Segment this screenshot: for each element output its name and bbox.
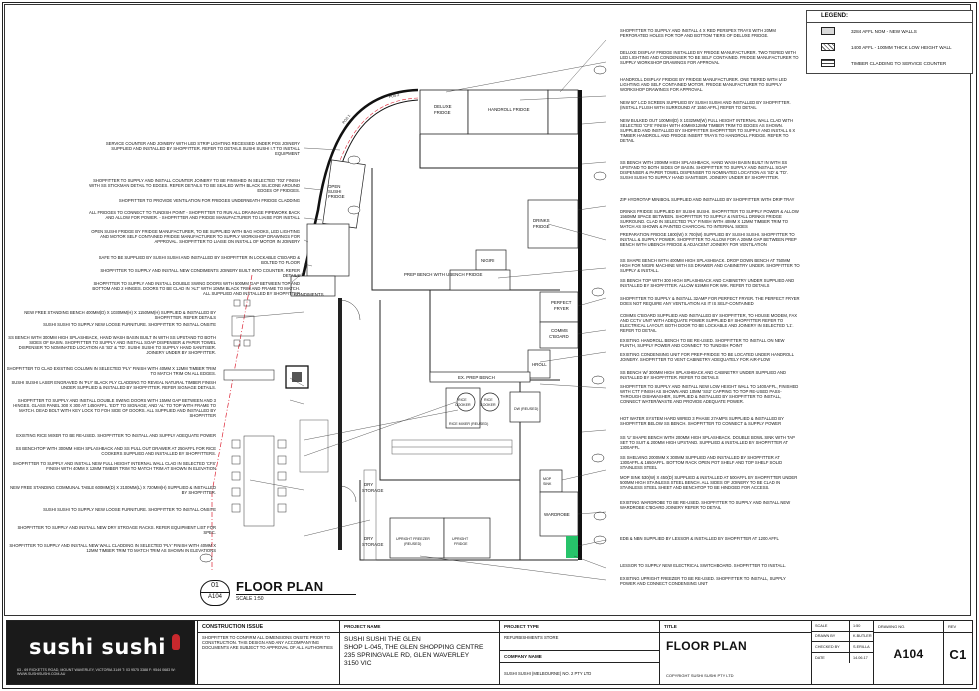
note-u-bench: SS 'U' SHAPE BENCH WITH 200MM HIGH SPLASHBACK. DOUBLE BOWL SINK WITH TAP SET TO SUIT & 200MM HIGH UPSTAND. SUPPLIED & INSTALLED BY SHOPFITTER AT 1300AFFL (620, 435, 795, 451)
issue-text: SHOPFITTER TO CONFIRM ALL DIMENSIONS ONSITE PRIOR TO CONSTRUCTION. THIS DESIGN AND ANY ACCOMPANYING DOCUMENTS ARE SUBJECT TO APPROVAL OF ALL AUTHORITIES (202, 635, 333, 650)
note-ventilation: SHOPFITTER TO PROVIDE VENTILATION FOR FRIDGES UNDERNEATH FRIDGE CLADDING (118, 198, 300, 203)
callout-tag (594, 172, 606, 180)
issue-header: CONSTRUCTION ISSUE (198, 621, 339, 633)
brand-drop-icon (172, 634, 180, 650)
room-hroll: HROLL (532, 362, 547, 367)
date-label: DATE (812, 653, 850, 664)
room-dry-4: STORAGE (362, 542, 384, 547)
project-name-header: PROJECT NAME (340, 621, 499, 633)
title-header: TITLE (660, 621, 811, 633)
room-perfect-2: FRYER (554, 306, 569, 311)
callout-tag (592, 376, 604, 384)
meta-row (812, 621, 873, 632)
note-loose-furniture-2: SUSHI SUSHI TO SUPPLY NEW LOOSE FURNITURE. SHOPFITTER TO INSTALL ONSITE (43, 507, 216, 512)
note-communal-table: NEW FREE STANDING COMMUNAL TABLE 600MM(D) X 2100MM(L) X 720MM(H) SUPPLIED & INSTALLED BY SHOPFITTER. (10, 485, 216, 496)
note-counter-joinery: SHOPFITTER TO SUPPLY AND INSTALL COUNTER JOINERY TO BE FINISHED IN SELECTED 'T02' FINISH WITH SS STICKMAN DETAIL TO EDGES. REFER DETAILS TO BE SEALED WITH BLACK SILICONE AROUND EDGES OF FRIDGES. (89, 178, 300, 194)
right-wall (578, 90, 582, 560)
room-nigiri: NIGIRI (481, 258, 495, 263)
communal-table (232, 436, 286, 526)
rev-cell (943, 621, 972, 684)
drawing-sheet-ref: A104 (207, 594, 222, 600)
note-rice-mixer: EXISTING RICE MIXER TO BE RE-USED. SHOPFITTER TO INSTALL AND SUPPLY ADEQUATE POWER (16, 433, 216, 438)
room-open-sushi-3: FRIDGE (328, 194, 345, 199)
room-freezer-1: UPRIGHT FREEZER (396, 537, 430, 541)
drawing-no-label: DRAWING NO. (874, 621, 943, 633)
scale-label: SCALE (812, 621, 850, 631)
room-dry-2: STORAGE (362, 488, 384, 493)
room-dry-1: DRY (364, 482, 374, 487)
sheet-title: FLOOR PLAN (666, 639, 747, 653)
edb-nbn-marker (566, 536, 578, 558)
company-address: 63 - 69 RICKETTS ROAD, MOUNT WAVERLEY, VICTORIA 3149 T: 03 9575 3388 F: 9544 0683 W: WWW.SUSHISUSHI.COM.AU (17, 668, 176, 676)
room-mop-1: MOP (543, 477, 552, 481)
rice-cooker-2-shape (481, 393, 499, 411)
note-service-counter: SERVICE COUNTER AND JOINERY WITH LED STRIP LIGHTING RECESSED UNDER POS JOINERY SUPPLIED AND INSTALLED BY SHOPFITTER. REFER TO DETAILS SUSHI SUSHI I.T TO INSTALL EQUIPMENT (105, 141, 300, 157)
legend-label: 3284 AFFL NOM - NEW WALLS (851, 28, 917, 34)
drawing-title-text: FLOOR PLAN (236, 579, 356, 595)
room-upfridge-1: UPRIGHT (452, 537, 469, 541)
note-nigiri: SS SHAPE BENCH WITH 400MM HIGH SPLASHBACK. DROP DOWN BENCH AT 750MM HIGH FOR NIGIRI MACHINE WITH SS DRAWER AND CABINETRY UNDER. SHOPFITTER TO SUPPLY & INSTALL. (620, 258, 800, 274)
note-switchboard: LESSOR TO SUPPLY NEW ELECTRICAL SWITCHBOARD. SHOPFITTER TO INSTALL. (620, 563, 787, 568)
callout-tag (200, 554, 212, 562)
drawing-no: A104 (893, 647, 924, 661)
room-rice-mixer: RICE MIXER (REUSED) (449, 422, 489, 426)
room-deluxe-1: DELUXE (434, 104, 452, 109)
feature-bench (224, 370, 274, 380)
project-type-header: PROJECT TYPE (500, 621, 659, 633)
company-logo (7, 621, 195, 684)
note-column: SHOPFITTER TO CLAD EXISTING COLUMN IN SELECTED 'PLY' FINISH WITH 40MM X 12MM TIMBER TRIM TO MATCH TRIM ON ALL EDGES. (6, 366, 216, 377)
legend-title: LEGEND: (807, 11, 972, 23)
partition-a (420, 134, 578, 168)
date-value: 14.06.17 (853, 655, 868, 660)
room-rice-cooker-1a: RICE (458, 398, 467, 402)
upright-fridge-shape (300, 420, 328, 472)
note-condiments: SHOPFITTER TO SUPPLY AND INSTALL NEW CONDIMENTS JOINERY BUILT INTO COUNTER. REFER DETAILS (100, 268, 300, 279)
drawing-scale: SCALE 1:50 (236, 596, 264, 602)
handroll-end-shape (548, 90, 578, 134)
room-open-sushi-1: OPEN (328, 184, 341, 189)
note-handroll-bench: EXISTING HANDROLL BENCH TO BE RE-USED. SHOPFITTER TO INSTALL ON NEW PLINTH, SUPPLY POWER AND CONNECT TO TUNDISH POINT (620, 338, 785, 349)
brand-logo-text: sushi sushi (29, 635, 167, 659)
note-ss-bench: SS BENCH WITH 300MM HIGH SPLASHBACK, HAND WASH BASIN BUILT IN WITH SS UPSTAND TO BOTH SIDES OF BASIN. SHOPFITTER TO SUPPLY AND INSTALL SOAP DISPENSER & PAPER TOWEL DISPENSER TO NOMINATED LOCATION AS 'SD' & 'TD'. SUSHI SUSHI TO SUPPLY HAND SANITISER. JOINERY UNDER BY SHOPFITTER. (8, 335, 216, 356)
room-drinks-2: FRIDGE (533, 224, 550, 229)
note-swing-doors-1: SHOPFITTER TO SUPPLY AND INSTALL DOUBLE SWING DOORS WITH 500MM GAP BETWEEN TOP AND BOTTOM AND 2 HINGES. DOORS TO BE CLAD IN 'ALT' WITH 10MM BLACK TRIM AND FRAME TO MATCH. ALL SUPPLIED AND INSTALLED BY SHOPFITTER (92, 281, 300, 297)
note-wall-cladding: SHOPFITTER TO SUPPLY AND INSTALL NEW WALL CLADDING IN SELECTED 'PLY' FINISH WITH 40MM X 12MM TIMBER TRIM TO MATCH TRIM AS SHOWN IN ELEVATIONS (9, 543, 216, 554)
drawing-no-cell (873, 621, 943, 684)
note-perspex: SHOPFITTER TO SUPPLY AND INSTALL 4 X RED PERSPEX TRAYS WITH 20MM PERFORATED HOLES FOR TOP AND BOTTOM TIERS OF DELUXE FRIDGE. (620, 28, 776, 39)
drawing-ref-bubble (200, 580, 230, 606)
room-wardrobe: WARDROBE (544, 512, 570, 517)
legend-label: TIMBER CLADDING TO SERVICE COUNTER (851, 60, 947, 66)
note-comms: COMMS C'BOARD SUPPLIED AND INSTALLED BY SHOPFITTER, TO HOUSE MODEM, FAX AND CCTV UNIT WITH ADEQUATE POWER SUPPLIED BY SHOPFITTER REFER TO ELECTRICAL LAYOUT. BOTH DOOR TO BE LOCKABLE AND JOINERY IN SELECTED 'L1'. REFER TO DETAIL (620, 313, 798, 334)
room-rice-cooker-2b: COOKER (480, 403, 496, 407)
drawn-label: DRAWN BY (812, 632, 850, 642)
room-drinks-1: DRINKS (533, 218, 550, 223)
handroll-fridge-shape (468, 90, 548, 134)
project-line: SUSHI SUSHI THE GLEN (344, 636, 421, 643)
room-comms-2: C'BOARD (549, 334, 569, 339)
note-hand-basin: SS BENCH WITH 200MM HIGH SPLASHBACK, HAND WASH BASIN BUILT IN WITH SS UPSTAND TO BOTH SIDES OF BASIN. SHOPFITTER TO SUPPLY AND INSTALL SOAP DISPENSER & PAPER TOWEL DISPENSER TO NOMINATED LOCATION AS 'SD' & 'TD'. SUSHI SUSHI TO SUPPLY HAND SANITISER. JOINERY UNDER BY SHOPFITTER. (620, 160, 788, 181)
note-ss-benchtop: SS BENCHTOP WITH 300MM HIGH SPLASHBACK AND SS PULL OUT DRAWER AT 250AFFL FOR RICE COOKERS SUPPLIED AND INSTALLED BY SHOPFITTERS. (15, 446, 216, 457)
meta-row (812, 632, 873, 643)
swing-door-2 (340, 486, 356, 502)
callout-tag (594, 512, 606, 520)
internal-wall-left (338, 298, 342, 550)
room-dw: DW (REUSED) (514, 407, 539, 411)
rev-value: C1 (949, 647, 967, 662)
title-cell (659, 621, 811, 684)
note-safe: SAFE TO BE SUPPLIED BY SUSHI SUSHI AND INSTALLED BY SHOPFITTER IN LOCKABLE C'BOARD & BOLTED TO FLOOR (98, 255, 300, 266)
drawing-number: 01 (201, 582, 229, 593)
note-edb: EDB & NBN SUPPLIED BY LESSOR & INSTALLED BY SHOPFITTER AT 1200 AFFL (620, 536, 779, 541)
note-free-bench: NEW FREE STANDING BENCH 400MM(D) X 1030MM(H) X 1150MM(H) SUPPLIED & INSTALLED BY SHOPFITTER. REFER DETAILS (24, 310, 216, 321)
note-prep-fridge: PREPARATION FRIDGE 1800(W) X 700(W) SUPPLIED BY SUSHI SUSHI. SHOPFITTER TO INSTALL & SUPPLY POWER. SHOPFITTER TO ALLOW FOR A 20MM GAP BETWEEN PREP BENCH WITH UBENCH FRIDGE & ADJACENT JOINERY FOR VENTILATION (620, 232, 797, 248)
column-core (292, 372, 302, 382)
room-freezer-2: (REUSED) (404, 542, 422, 546)
copyright: COPYRIGHT SUSHI SUSHI PTY LTD (666, 673, 734, 678)
loose-stools (232, 300, 254, 346)
room-perfect-1: PERFECT (551, 300, 572, 305)
room-condiments: CONDIMENTS (294, 292, 324, 297)
room-dry-3: DRY (364, 536, 374, 541)
rice-cooker-1-shape (457, 393, 475, 411)
room-open-sushi-2: SUSHI (328, 189, 342, 194)
drawn-value: K.BUTLER (853, 634, 872, 639)
room-deluxe-2: FRIDGE (434, 110, 451, 115)
scale-value: 1:50 (853, 623, 861, 628)
note-low-wall: SHOPFITTER TO SUPPLY AND INSTALL NEW LOW HEIGHT WALL TO 1400AFFL, FINISHED WITH CTT FINISH AS SHOWN AND 10MM 'SS2' CAPPING TO TOP RE-USED PASS-THROUGH DISHWASHER, SUPPLIED & INSTALLED BY SHOPFITTER TO INSTALL, CONNECT WATER/WASTE AND PROVIDE ADEQUATE POWER. (620, 384, 799, 405)
callout-tag (594, 66, 606, 74)
title-block (6, 620, 973, 685)
swing-door-1 (340, 300, 360, 320)
drawing-title (200, 578, 360, 608)
company-name: SUSHI SUSHI (MELBOURNE) NO. 2 PTY LTD (504, 671, 592, 676)
note-dry-storage: SHOPFITTER TO SUPPLY AND INSTALL NEW DRY STROAGE RACKS. REFER EQUIPMENT LIST FOR SPEC. (17, 525, 216, 536)
note-hot-water: HOT WATER SYSTEM HARD WIRED 3 PHASE 27AMPS SUPPLIED & INSTALLED BY SHOPFITTER BELOW SS BENCH. SHOPFITTER TO CONNECT & SUPPLY POWER (620, 416, 784, 427)
project-type: REFURBISHMENTS STORE (500, 633, 659, 651)
room-rice-cooker-2a: RICE (484, 398, 493, 402)
project-line: 235 SPRINGVALE RD, GLEN WAVERLEY (344, 652, 470, 659)
mop-sink-shape (540, 470, 562, 492)
room-ex-prep: EX. PREP BENCH (458, 375, 495, 380)
pos1-label: POS 1 (341, 113, 352, 125)
callout-tag (348, 156, 360, 164)
note-bulked-wall: NEW BULKED OUT 100MM(D) X 1032MM(W) FULL HEIGHT INTERNAL WALL CLAD WITH SELECTED 'CFS' FINISH WITH 40MMX12MM TIMBER TRIM TO EDGES AS SHOWN. SUPPLIED AND INSTALLED BY SHOPFITTER SHOPFITTER TO SUPPLY AND INSTALL 6 X TIMBER HANDROLL AND FRIDGE INSERT TRAYS TO HANDROLL FRIDGE. REFER TO DETAIL (620, 118, 796, 144)
legend-label: 1400 AFFL - 100MM THICK LOW HEIGHT WALL (851, 44, 952, 50)
note-handroll: HANDROLL DISPLAY FRIDGE BY FRIDGE MANUFACTURER. ONE TIERED WITH LED LIGHTING AND SELF CONTAINED MOTOR. FRIDGE MANUFACTURER TO SUPPLY WORKSHOP DRAWINGS FOR APPROVAL. (620, 77, 787, 93)
callout-tag (592, 454, 604, 462)
room-mop-2: SINK (543, 482, 552, 486)
note-wardrobe: EXISTING WARDROBE TO BE RE-USED. SHOPFITTER TO SUPPLY AND INSTALL NEW WARDROBE C'BOARD JOINERY REFER TO DETAIL (620, 500, 791, 511)
note-deluxe: DELUXE DISPLAY FRIDGE INSTALLED BY FRIDGE MANUFACTURER. TWO TIERED WITH LED LIGHTING AND CONDENSER TO BE SELF CONTAINED. FRIDGE MANUFACTURER TO SUPPLY WORKSHOP DRAWINGS FOR APPROVAL (620, 50, 799, 66)
room-comms-1: COMMS (551, 328, 568, 333)
note-swing-doors-2: SHOPFITTER TO SUPPLY AND INSTALL DOUBLE SWING DOORS WITH 15MM GAP BETWEEN AND 3 HINGES. GLASS PANEL 300 X 300 AT 1450AFFL. 'EDT' TO SIGNAGE; AND 'AL' TO TOP WITH FRAME TO MATCH. DEAD BOLT WITH KEY LOCK TO FOH SIDE OF DOORS. ALL SUPPLIED AND INSTALLED BY SHOPFITTER (13, 398, 216, 419)
note-open-sushi: OPEN SUSHI FRIDGE BY FRIDGE MANUFACTURER, TO BE SUPPLIED WITH BAG HOOKS, LED LIGHTING AND MOTOR SELF CONTAINED FRIDGE MANUFACTURER TO SUPPLY WORKSHOP DRAWINGS FOR APPROVAL. SHOPFITTER TO LIAISE ON INSTALL OF MOTOR IN JOINERY (91, 229, 300, 245)
note-tundish: ALL FRIDGES TO CONNECT TO TUNDISH POINT - SHOPFITTER TO RUN ALL DRAINAGE PIPEWORK BACK AND ALLOW FOR POWER. - SHOPFITTER AND FRIDGE MANUFACTURER TO LIAISE FOR INSTALL (89, 210, 300, 221)
note-condensing: EXISTING CONDENSING UNIT FOR PREP-FRIDGE TO BE LOCATED UNDER HANDROLL JOINERY. SHOPFITTER TO VENT CABINETRY ADEQUATELY FOR AIR-FLOW (620, 352, 794, 363)
project-line: 3150 VIC (344, 660, 372, 667)
pos2-label: POS 2 (388, 92, 400, 99)
note-fryer: SHOPFITTER TO SUPPLY & INSTALL 32AMP FOR PERFECT FRYER. THE PERFECT FRYER DOES NOT REQUIRE ANY VENTILATION AS IT IS SELF-CONTAINED (620, 296, 800, 307)
note-ss-benchtop-r: SS BENCH TOP WITH 300 HIGH SPLASHBACK AND CABINETRY UNDER SUPPLIED AND INSTALLED BY SHOPFITTER. ALLOW 619MM FOR WIK. REFER TO DETAILS (620, 278, 795, 289)
note-drinks: DRINKS FRIDGE SUPPLIED BY SUSHI SUSHI. SHOPFITTER TO SUPPLY POWER & ALLOW 1560MM SPACE BETWEEN. SHOPFITTER TO SUPPLY & INSTALL DRINKS FRIDGE SURROUND. CLAD IN SELECTED 'PLY' FINISH WITH 40MM X 12MM TIMBER TRIM TO MATCH AS SHOWN & PAINTED CHARCOAL TO INTERNAL SIDES (620, 209, 799, 230)
project-name-cell (339, 621, 499, 684)
note-ss-bench-r: SS BENCH W/ 300MM HIGH SPLASHBACK AND CABINETRY UNDER SUPPLIED AND INSTALLED BY SHOPFITTER. REFER TO DETAILS (620, 370, 786, 381)
note-shelving: SS SHELVING 2000MM X 300MM SUPPLIED AND INSTALLED BY SHOPFITTER AT 1300AFFL & 1650AFFL. BOTTOM RACK OPEN POT SHELF AND TOP SHELF SOLID STAINLESS STEEL (620, 455, 783, 471)
meta-cell (811, 621, 873, 684)
note-loose-furniture-1: SUSHI SUSHI TO SUPPLY NEW LOOSE FURNITURE. SHOPFITTER TO INSTALL ONSITE (43, 322, 216, 327)
note-internal-wall: SHOPFITTER TO SUPPLY AND INSTALL NEW FULL HEIGHT INTERNAL WALL CLAD IN SELECTED 'CFS' FINISH WITH 40MM X 12MM TIMBER TRIM TO MATCH TRIM AT SHOWN IN ELEVATION (12, 461, 216, 472)
note-hydrotap: ZIP HYDROTAP MINIBOIL SUPPLIED AND INSTALLED BY SHOPFITTER WITH DRIP TRAY (620, 197, 795, 202)
room-upfridge-2: FRIDGE (454, 542, 468, 546)
rev-label: REV (944, 621, 972, 633)
note-laser-engraved: SUSHI SUSHI LASER ENGRAVED IN 'PLY' BLACK PLY CLADDING TO REVEAL NATURAL TIMBER FINISH UNDER SUPPLIED & INSTALLED BY SHOPFITTER. REFER SIGNAGE DETAILS. (11, 380, 216, 391)
checked-value: S.ERILLA (853, 644, 870, 649)
issue-cell (197, 621, 339, 684)
company-header: COMPANY NAME (500, 651, 659, 663)
meta-row (812, 653, 873, 664)
project-line: SHOP L-045, THE GLEN SHOPPING CENTRE (344, 644, 484, 651)
callout-tag (592, 288, 604, 296)
note-mop-sink: MOP SINK 530(W) X 450(D) SUPPLIED & INSTALLED AT 500AFFL BY SHOPFITTER UNDER 500MM HIGH STAINLESS STEEL BENCH. ALL SIDES OF JOINERY TO BE CLAD IN STAINLESS STEEL SHEET AND BENCHTOP TO BE HINDGED FOR ACCESS. (620, 475, 798, 491)
room-rice-cooker-1b: COOKER (455, 403, 471, 407)
note-freezer: EXISTING UPRIGHT FREEZER TO BE RE-USED. SHOPFITTER TO INSTALL, SUPPLY POWER AND CONNECT CONDENSING UNIT (620, 576, 786, 587)
room-prep-bench: PREP BENCH WITH UBENCH FRIDGE (404, 272, 483, 277)
callout-tag (348, 206, 360, 214)
project-name (340, 633, 499, 671)
open-sushi-fridge-lower (307, 224, 349, 276)
room-handroll: HANDROLL FRIDGE (488, 107, 530, 112)
checked-label: CHECKED BY (812, 642, 850, 652)
callout-tag (594, 536, 606, 544)
note-lcd: NEW 50" LCD SCREEN SUPPLIED BY SUSHI SUSHI AND INSTALLED BY SHOPFITTER. (INSTALL FLUSH WITH SURROUND AT 1550 AFFL) REFER TO DETAIL (620, 100, 791, 111)
project-type-cell (499, 621, 659, 684)
meta-row (812, 642, 873, 653)
